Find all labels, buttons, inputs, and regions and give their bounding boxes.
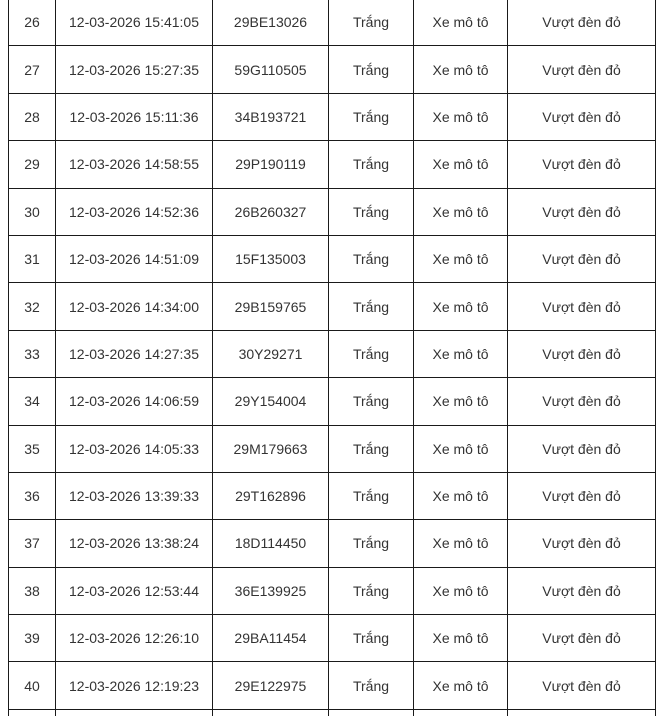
table-row [9,330,656,377]
row-number-cell: 37 [9,520,56,567]
vehicle-type-cell: Xe mô tô [414,188,508,235]
timestamp-cell: 12-03-2026 14:34:00 [56,283,213,330]
vehicle-type-cell: Xe mô tô [414,283,508,330]
plate-color-cell: Trắng [329,520,414,567]
license-plate-cell: 26B260327 [213,188,329,235]
timestamp-cell: 12-03-2026 15:11:36 [56,93,213,140]
row-number-cell: 26 [9,0,56,46]
violation-cell: Vượt đèn đỏ [508,235,656,282]
row-number-cell: 33 [9,330,56,377]
license-plate-cell: 30Y29271 [213,330,329,377]
plate-color-cell: Trắng [329,188,414,235]
vehicle-type-cell: Xe mô tô [414,425,508,472]
table-row [9,188,656,235]
vehicle-type-cell: Xe mô tô [414,520,508,567]
timestamp-cell: 12-03-2026 13:39:33 [56,472,213,519]
timestamp-cell: 12-03-2026 12:26:10 [56,615,213,662]
timestamp-cell: 12-03-2026 14:58:55 [56,141,213,188]
row-number-cell: 38 [9,567,56,614]
timestamp-cell: 12-03-2026 15:27:35 [56,46,213,93]
row-number-cell: 27 [9,46,56,93]
vehicle-type-cell: Xe mô tô [414,567,508,614]
violation-cell: Vượt đèn đỏ [508,330,656,377]
table-row [9,520,656,567]
row-number-cell: 35 [9,425,56,472]
timestamp-cell: 12-03-2026 14:05:33 [56,425,213,472]
license-plate-cell: 29T162896 [213,472,329,519]
timestamp-cell: 12-03-2026 14:51:09 [56,235,213,282]
violation-cell: Vượt đèn đỏ [508,378,656,425]
timestamp-cell: 12-03-2026 14:27:35 [56,330,213,377]
license-plate-cell: 34B193721 [213,93,329,140]
license-plate-cell: 29Y154004 [213,378,329,425]
row-number-cell: 39 [9,615,56,662]
license-plate-cell: 59G110505 [213,46,329,93]
plate-color-cell: Trắng [329,46,414,93]
license-plate-cell: 29P190119 [213,141,329,188]
license-plate-cell: 29E122975 [213,662,329,709]
table-row [9,615,656,662]
plate-color-cell: Trắng [329,567,414,614]
violation-cell: Vượt đèn đỏ [508,46,656,93]
vehicle-type-cell: Xe mô tô [414,235,508,282]
violation-cell: Vượt đèn đỏ [508,283,656,330]
plate-color-cell: Trắng [329,235,414,282]
table-row [9,46,656,93]
timestamp-cell: 12-03-2026 13:38:24 [56,520,213,567]
vehicle-type-cell [414,709,508,716]
table-row [9,283,656,330]
timestamp-cell: 12-03-2026 14:52:36 [56,188,213,235]
license-plate-cell: 15F135003 [213,235,329,282]
table-row [9,662,656,709]
plate-color-cell: Trắng [329,141,414,188]
plate-color-cell: Trắng [329,93,414,140]
vehicle-type-cell: Xe mô tô [414,378,508,425]
timestamp-cell [56,709,213,716]
license-plate-cell: 29BE13026 [213,0,329,46]
license-plate-cell: 36E139925 [213,567,329,614]
violation-cell [508,709,656,716]
plate-color-cell: Trắng [329,472,414,519]
timestamp-cell: 12-03-2026 12:19:23 [56,662,213,709]
row-number-cell: 31 [9,235,56,282]
table-body [9,0,656,716]
table-row-partial [9,709,656,716]
timestamp-cell: 12-03-2026 14:06:59 [56,378,213,425]
row-number-cell: 40 [9,662,56,709]
violation-cell: Vượt đèn đỏ [508,188,656,235]
violation-cell: Vượt đèn đỏ [508,93,656,140]
row-number-cell: 34 [9,378,56,425]
plate-color-cell: Trắng [329,0,414,46]
table-row [9,235,656,282]
violation-cell: Vượt đèn đỏ [508,520,656,567]
table-row [9,425,656,472]
table-row [9,567,656,614]
violations-table [8,0,656,716]
violation-cell: Vượt đèn đỏ [508,567,656,614]
plate-color-cell: Trắng [329,330,414,377]
vehicle-type-cell: Xe mô tô [414,662,508,709]
vehicle-type-cell: Xe mô tô [414,141,508,188]
row-number-cell: 36 [9,472,56,519]
vehicle-type-cell: Xe mô tô [414,46,508,93]
license-plate-cell: 29M179663 [213,425,329,472]
violation-cell: Vượt đèn đỏ [508,425,656,472]
license-plate-cell: 29B159765 [213,283,329,330]
plate-color-cell: Trắng [329,615,414,662]
violation-cell: Vượt đèn đỏ [508,615,656,662]
vehicle-type-cell: Xe mô tô [414,0,508,46]
license-plate-cell [213,709,329,716]
timestamp-cell: 12-03-2026 15:41:05 [56,0,213,46]
table-row [9,93,656,140]
violation-cell: Vượt đèn đỏ [508,472,656,519]
violation-cell: Vượt đèn đỏ [508,0,656,46]
vehicle-type-cell: Xe mô tô [414,330,508,377]
vehicle-type-cell: Xe mô tô [414,615,508,662]
vehicle-type-cell: Xe mô tô [414,472,508,519]
plate-color-cell: Trắng [329,378,414,425]
row-number-cell [9,709,56,716]
violation-cell: Vượt đèn đỏ [508,662,656,709]
table-row [9,141,656,188]
plate-color-cell: Trắng [329,662,414,709]
plate-color-cell: Trắng [329,425,414,472]
row-number-cell: 28 [9,93,56,140]
table-row [9,472,656,519]
license-plate-cell: 29BA11454 [213,615,329,662]
row-number-cell: 32 [9,283,56,330]
table-row [9,0,656,46]
violation-cell: Vượt đèn đỏ [508,141,656,188]
table-row [9,378,656,425]
row-number-cell: 29 [9,141,56,188]
plate-color-cell: Trắng [329,283,414,330]
plate-color-cell [329,709,414,716]
timestamp-cell: 12-03-2026 12:53:44 [56,567,213,614]
row-number-cell: 30 [9,188,56,235]
license-plate-cell: 18D114450 [213,520,329,567]
vehicle-type-cell: Xe mô tô [414,93,508,140]
